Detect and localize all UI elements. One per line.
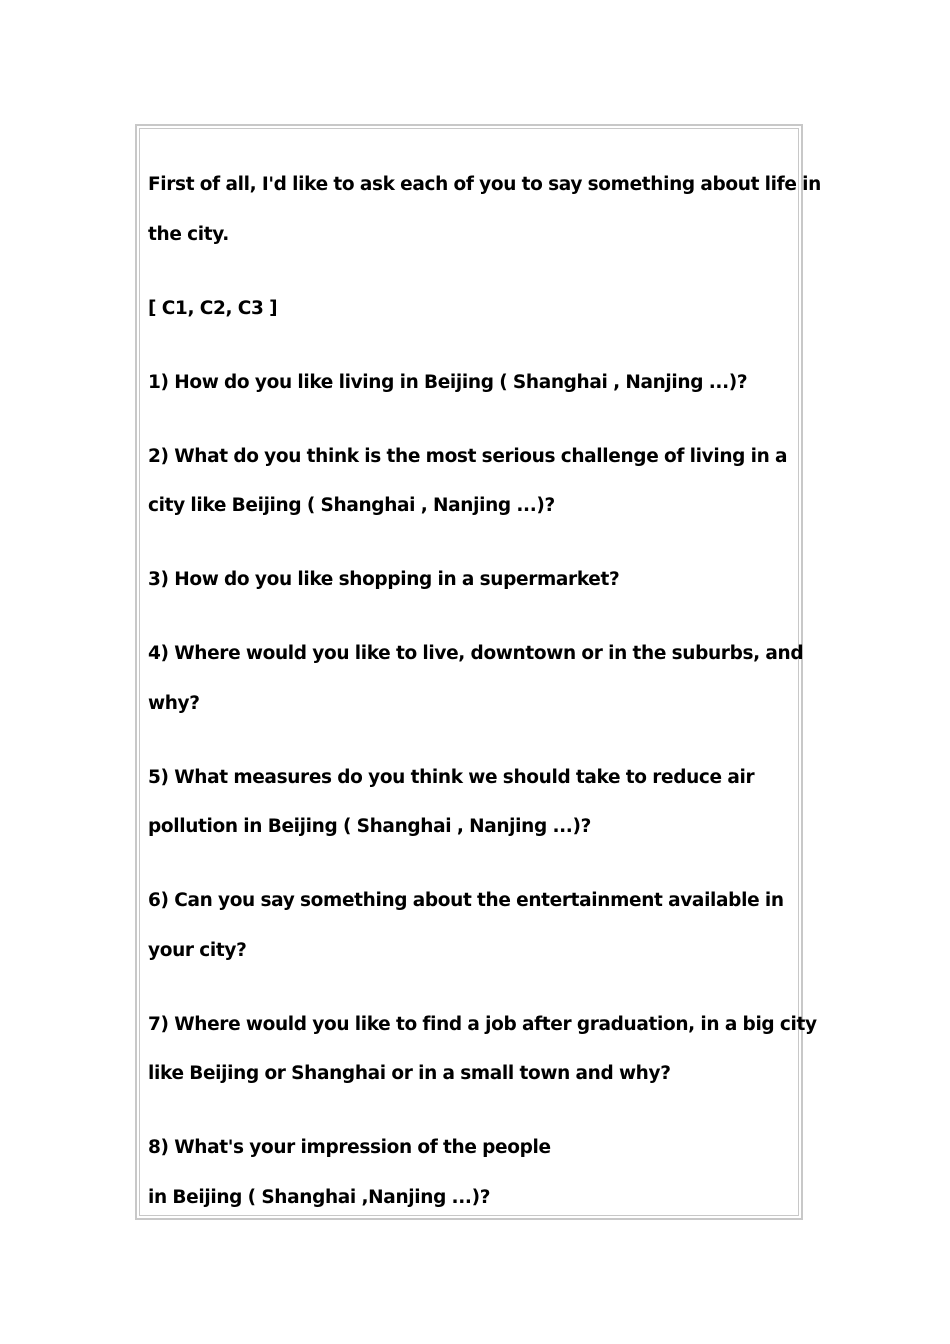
intro-line-2: the city.: [148, 223, 229, 245]
question-8-line-2: in Beijing ( Shanghai ,Nanjing ...)?: [148, 1186, 491, 1208]
question-7-line-1: 7) Where would you like to find a job after graduation, in a big city: [148, 1013, 817, 1035]
question-6-line-2: your city?: [148, 939, 247, 961]
question-box-inner: [139, 128, 821, 1216]
question-7-line-2: like Beijing or Shanghai or in a small town and why?: [148, 1063, 671, 1084]
question-4-line-2: why?: [148, 692, 200, 714]
question-2-line-1: 2) What do you think is the most serious challenge of living in a: [148, 445, 788, 467]
question-6-line-1: 6) Can you say something about the entertainment available in: [148, 890, 784, 911]
question-8-line-1: 8) What's your impression of the people: [148, 1137, 551, 1158]
question-3: 3) How do you like shopping in a supermarket?: [148, 569, 620, 590]
intro-line-1: First of all, I'd like to ask each of you to say something about life in: [148, 174, 821, 195]
question-text: [148, 171, 821, 1233]
question-2-line-2: city like Beijing ( Shanghai , Nanjing ...)?: [148, 495, 555, 516]
question-box: [135, 124, 821, 1220]
question-1: 1) How do you like living in Beijing ( Shanghai , Nanjing ...)?: [148, 371, 748, 393]
question-4-line-1: 4) Where would you like to live, downtown or in the suburbs, and: [148, 643, 804, 664]
question-5-line-2: pollution in Beijing ( Shanghai , Nanjing ...)?: [148, 816, 591, 837]
question-5-line-1: 5) What measures do you think we should take to reduce air: [148, 766, 755, 788]
candidates-label: [ C1, C2, C3 ]: [148, 297, 278, 319]
